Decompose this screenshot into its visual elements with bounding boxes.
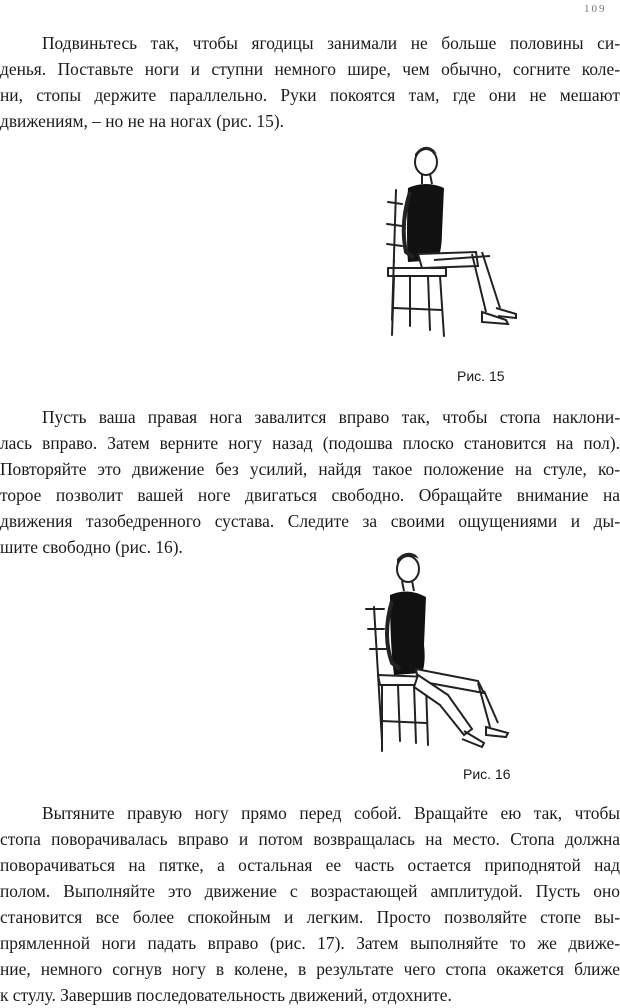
text-line: к стулу. Завершив последовательность движений, отдохните.: [0, 985, 452, 1005]
text-line: стопа поворачивалась вправо и потом возвращалась на место. Стопа должна: [0, 829, 620, 849]
text-line: лась вправо. Затем верните ногу назад (подошва плоско становится на пол).: [0, 433, 620, 453]
text-line: движениям, – но не на ногах (рис. 15).: [0, 111, 284, 131]
figure-16-caption: Рис. 16: [463, 766, 511, 782]
text-line: торое позволит вашей ноге двигаться свободно. Обращайте внимание на: [0, 485, 620, 505]
text-line: становится все более спокойным и легким. Просто позволяйте стопе вы-: [0, 907, 620, 927]
text-line: полом. Выполняйте это движение с возрастающей амплитудой. Пусть оно: [0, 881, 620, 901]
figure-15-caption: Рис. 15: [457, 368, 505, 384]
text-line: шите свободно (рис. 16).: [0, 537, 183, 557]
text-line: Повторяйте это движение без усилий, найдя такое положение на стуле, ко-: [0, 459, 620, 479]
text-line: поворачиваться на пятке, а остальная ее часть остается приподнятой над: [0, 855, 620, 875]
text-line: движения тазобедренного сустава. Следите за своими ощущениями и ды-: [0, 511, 620, 531]
paragraph-2: [0, 404, 620, 560]
figure-16-illustration: [352, 545, 522, 760]
text-line: денья. Поставьте ноги и ступни немного шире, чем обычно, согните коле-: [0, 59, 620, 79]
text-line: ни, стопы держите параллельно. Руки покоятся там, где они не мешают: [0, 85, 620, 105]
text-line: Вытяните правую ногу прямо перед собой. Вращайте ею так, чтобы: [42, 803, 620, 823]
text-line: Пусть ваша правая нога завалится вправо так, чтобы стопа наклони-: [42, 407, 620, 427]
text-line: прямленной ноги падать вправо (рис. 17). Затем выполняйте то же движе-: [0, 933, 620, 953]
page-number: 109: [584, 3, 607, 15]
figure-15-illustration: [358, 140, 528, 355]
text-line: ние, немного согнув ногу в колене, в результате чего стопа окажется ближе: [0, 959, 620, 979]
paragraph-3: [0, 800, 620, 1008]
text-line: Подвиньтесь так, чтобы ягодицы занимали не больше половины си-: [42, 33, 620, 53]
paragraph-1: [0, 30, 620, 134]
